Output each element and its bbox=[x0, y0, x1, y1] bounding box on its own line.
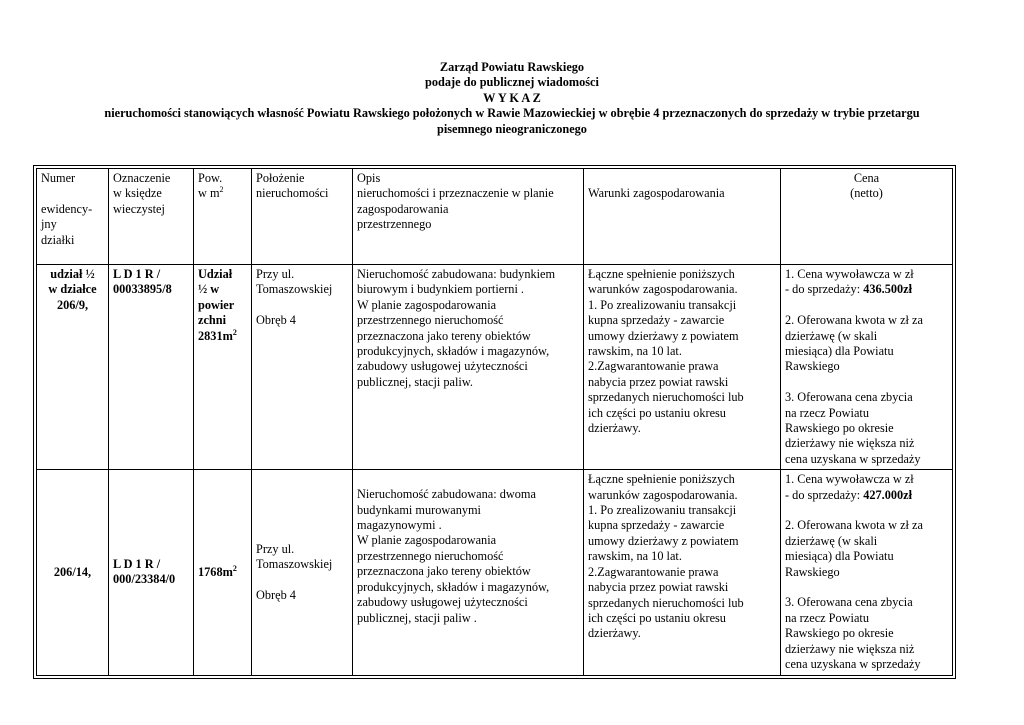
row1-pow-area bbox=[198, 329, 247, 344]
header-numer-line: działki bbox=[41, 232, 75, 247]
row1-pow bbox=[194, 265, 252, 470]
header-oznaczenie-line: Oznaczenie bbox=[113, 171, 171, 185]
row2-warunki-line: 1. Po zrealizowaniu transakcji bbox=[588, 503, 737, 518]
heading-line-tender-type: pisemnego nieograniczonego bbox=[437, 121, 587, 136]
header-polozenie-line: Położenie bbox=[256, 171, 305, 185]
header-oznaczenie bbox=[109, 169, 194, 265]
row2-polozenie bbox=[252, 470, 353, 675]
row2-polozenie-line: Przy ul. bbox=[256, 541, 295, 556]
header-opis-line: Opis bbox=[357, 171, 381, 185]
row1-cena-prefix: - do sprzedaży: bbox=[785, 282, 864, 297]
row1-warunki bbox=[584, 265, 781, 470]
row1-cena-value: 436.500zł bbox=[863, 282, 913, 297]
row1-polozenie bbox=[252, 265, 353, 470]
row2-opis-line: Nieruchomość zabudowana: dwoma bbox=[357, 487, 536, 502]
row2-cena-price bbox=[785, 488, 948, 503]
row1-polozenie-line: Przy ul. bbox=[256, 267, 295, 281]
row1-polozenie-spacer bbox=[256, 298, 348, 313]
row1-warunki-line: 1. Po zrealizowaniu transakcji bbox=[588, 297, 737, 312]
row1-cena bbox=[781, 265, 953, 470]
row2-warunki-line: dzierżawy. bbox=[588, 626, 641, 641]
row1-warunki-line: warunków zagospodarowania. bbox=[588, 282, 738, 297]
property-list-table bbox=[36, 168, 953, 676]
row1-warunki-line: sprzedanych nieruchomości lub bbox=[588, 390, 744, 405]
row1-numer bbox=[37, 265, 109, 470]
document-heading bbox=[0, 60, 1024, 137]
row2-cena-line: Rawskiego bbox=[785, 564, 840, 579]
row2-opis bbox=[353, 470, 584, 675]
row1-cena-line: na rzecz Powiatu bbox=[785, 405, 869, 420]
row2-warunki-line: kupna sprzedaży - zawarcie bbox=[588, 518, 725, 533]
row1-warunki-line: 2.Zagwarantowanie prawa bbox=[588, 359, 719, 374]
heading-line-description: nieruchomości stanowiących własność Powiatu Rawskiego położonych w Rawie Mazowieckiej w obrębie 4 przeznaczonych do sprzedaży w trybie przetargu bbox=[104, 106, 920, 121]
row2-cena-line: Rawskiego po okresie bbox=[785, 626, 894, 641]
row1-ksiega bbox=[109, 265, 194, 470]
heading-line-authority: Zarząd Powiatu Rawskiego bbox=[439, 60, 585, 74]
header-warunki bbox=[584, 169, 781, 265]
row2-warunki-line: Łączne spełnienie poniższych bbox=[588, 472, 735, 487]
row2-cena-line: dzierżawę (w skali bbox=[785, 533, 878, 548]
row2-cena-spacer bbox=[785, 580, 948, 595]
row2-cena-line: miesiąca) dla Powiatu bbox=[785, 549, 894, 564]
header-oznaczenie-line: w księdze bbox=[113, 186, 162, 201]
row1-numer-line: 206/9, bbox=[56, 297, 89, 312]
row2-ksiega-line: L D 1 R / bbox=[113, 556, 161, 571]
row2-cena-line: na rzecz Powiatu bbox=[785, 610, 869, 625]
row1-pow-line: ½ w bbox=[198, 282, 220, 297]
header-pow-line: Pow. bbox=[198, 171, 223, 185]
row2-cena-line: 2. Oferowana kwota w zł za bbox=[785, 518, 923, 533]
header-oznaczenie-line: wieczystej bbox=[113, 201, 165, 216]
table-row bbox=[37, 470, 953, 675]
row2-opis-line: przeznaczona jako tereny obiektów bbox=[357, 564, 531, 579]
row1-warunki-line: rawskim, na 10 lat. bbox=[588, 344, 682, 359]
row2-cena-value: 427.000zł bbox=[863, 487, 913, 502]
row1-opis-line: publicznej, stacji paliw. bbox=[357, 374, 473, 389]
row1-pow-value: 2831m bbox=[198, 328, 233, 343]
row1-cena-line: dzierżawy nie większa niż bbox=[785, 436, 915, 451]
header-pow-unit bbox=[198, 186, 247, 201]
row2-numer bbox=[37, 470, 109, 675]
header-pow-superscript: 2 bbox=[219, 185, 224, 195]
row1-warunki-line: ich części po ustaniu okresu bbox=[588, 405, 726, 420]
header-opis-line: zagospodarowania bbox=[357, 201, 449, 216]
row2-numer-line: 206/14, bbox=[53, 564, 92, 579]
header-polozenie-line: nieruchomości bbox=[256, 186, 329, 201]
row2-pow-superscript: 2 bbox=[232, 563, 237, 573]
row2-opis-line: magazynowymi . bbox=[357, 518, 442, 533]
header-polozenie bbox=[252, 169, 353, 265]
row1-cena-spacer bbox=[785, 375, 948, 390]
row1-opis-line: produkcyjnych, składów i magazynów, bbox=[357, 344, 550, 359]
row1-warunki-line: Łączne spełnienie poniższych bbox=[588, 267, 735, 281]
row2-cena bbox=[781, 470, 953, 675]
row2-opis-line: budynkami murowanymi bbox=[357, 502, 481, 517]
row1-cena-line: Rawskiego po okresie bbox=[785, 421, 894, 436]
heading-line-title: W Y K A Z bbox=[483, 90, 541, 105]
row2-cena-line: 3. Oferowana cena zbycia bbox=[785, 595, 913, 610]
header-warunki-line: Warunki zagospodarowania bbox=[588, 186, 725, 200]
row1-cena-line: Rawskiego bbox=[785, 359, 840, 374]
row2-ksiega bbox=[109, 470, 194, 675]
row2-pow bbox=[194, 470, 252, 675]
row2-opis-line: publicznej, stacji paliw . bbox=[357, 610, 477, 625]
row2-warunki-line: rawskim, na 10 lat. bbox=[588, 549, 682, 564]
row1-opis bbox=[353, 265, 584, 470]
row2-warunki-line: warunków zagospodarowania. bbox=[588, 487, 738, 502]
row2-warunki-line: umowy dzierżawy z powiatem bbox=[588, 533, 739, 548]
row2-opis-line: zabudowy usługowej użyteczności bbox=[357, 595, 528, 610]
row2-pow-value: 1768m bbox=[198, 564, 233, 579]
row1-polozenie-line: Tomaszowskiej bbox=[256, 282, 333, 297]
row1-cena-line: 1. Cena wywoławcza w zł bbox=[785, 267, 914, 281]
row2-cena-prefix: - do sprzedaży: bbox=[785, 487, 864, 502]
row2-warunki-line: ich części po ustaniu okresu bbox=[588, 610, 726, 625]
row1-pow-line: powier bbox=[198, 297, 235, 312]
header-opis-line: nieruchomości i przeznaczenie w planie bbox=[357, 186, 554, 201]
row2-obreb: Obręb 4 bbox=[256, 587, 296, 602]
header-pow-unit-text: w m bbox=[198, 186, 220, 201]
row1-opis-line: przestrzennego nieruchomość bbox=[357, 313, 504, 328]
row2-warunki bbox=[584, 470, 781, 675]
row1-cena-line: cena uzyskana w sprzedaży bbox=[785, 451, 921, 466]
header-numer bbox=[37, 169, 109, 265]
row2-opis-line: przestrzennego nieruchomość bbox=[357, 548, 504, 563]
row1-ksiega-line: L D 1 R / bbox=[113, 267, 161, 281]
row2-cena-line: dzierżawy nie większa niż bbox=[785, 641, 915, 656]
row2-ksiega-line: 000/23384/0 bbox=[113, 572, 176, 587]
header-numer-line: jny bbox=[41, 217, 57, 232]
row1-pow-line: Udział bbox=[198, 267, 233, 281]
row1-opis-line: przeznaczona jako tereny obiektów bbox=[357, 328, 531, 343]
row1-cena-price bbox=[785, 282, 948, 297]
row2-warunki-line: nabycia przez powiat rawski bbox=[588, 580, 729, 595]
header-numer-spacer bbox=[41, 186, 104, 201]
heading-line-announcement: podaje do publicznej wiadomości bbox=[425, 75, 599, 90]
header-cena-line: Cena bbox=[853, 171, 880, 185]
row1-opis-line: biurowym i budynkiem portierni . bbox=[357, 282, 525, 297]
header-numer-line: ewidency- bbox=[41, 201, 93, 216]
row1-numer-line: w działce bbox=[48, 282, 97, 297]
row1-cena-line: 3. Oferowana cena zbycia bbox=[785, 390, 913, 405]
row1-cena-spacer bbox=[785, 298, 948, 313]
row1-ksiega-line: 00033895/8 bbox=[113, 282, 172, 297]
row1-opis-line: zabudowy usługowej użyteczności bbox=[357, 359, 528, 374]
header-numer-line: Numer bbox=[41, 171, 76, 185]
row1-obreb: Obręb 4 bbox=[256, 313, 296, 328]
header-opis-line: przestrzennego bbox=[357, 217, 432, 232]
row1-warunki-line: nabycia przez powiat rawski bbox=[588, 374, 729, 389]
header-pow bbox=[194, 169, 252, 265]
row1-cena-line: dzierżawę (w skali bbox=[785, 328, 878, 343]
table-row bbox=[37, 265, 953, 470]
row1-numer-line: udział ½ bbox=[50, 267, 95, 281]
row1-warunki-line: umowy dzierżawy z powiatem bbox=[588, 328, 739, 343]
row1-warunki-line: dzierżawy. bbox=[588, 421, 641, 436]
row1-opis-line: W planie zagospodarowania bbox=[357, 297, 497, 312]
row2-pow-area bbox=[198, 565, 247, 580]
row2-opis-line: W planie zagospodarowania bbox=[357, 533, 497, 548]
row1-cena-line: miesiąca) dla Powiatu bbox=[785, 344, 894, 359]
row1-pow-superscript: 2 bbox=[232, 327, 237, 337]
row2-opis-line: produkcyjnych, składów i magazynów, bbox=[357, 579, 550, 594]
row2-cena-line: 1. Cena wywoławcza w zł bbox=[785, 472, 914, 487]
header-cena bbox=[781, 169, 953, 265]
row1-warunki-line: kupna sprzedaży - zawarcie bbox=[588, 313, 725, 328]
row2-polozenie-line: Tomaszowskiej bbox=[256, 556, 333, 571]
row2-cena-spacer bbox=[785, 503, 948, 518]
header-opis bbox=[353, 169, 584, 265]
header-cena-line: (netto) bbox=[850, 186, 883, 201]
row2-cena-line: cena uzyskana w sprzedaży bbox=[785, 657, 921, 672]
row1-cena-line: 2. Oferowana kwota w zł za bbox=[785, 313, 923, 328]
row1-pow-line: zchni bbox=[198, 313, 227, 328]
table-header-row bbox=[37, 169, 953, 265]
row2-polozenie-spacer bbox=[256, 572, 348, 587]
row2-warunki-line: sprzedanych nieruchomości lub bbox=[588, 595, 744, 610]
row2-warunki-line: 2.Zagwarantowanie prawa bbox=[588, 564, 719, 579]
row1-opis-line: Nieruchomość zabudowana: budynkiem bbox=[357, 267, 556, 281]
